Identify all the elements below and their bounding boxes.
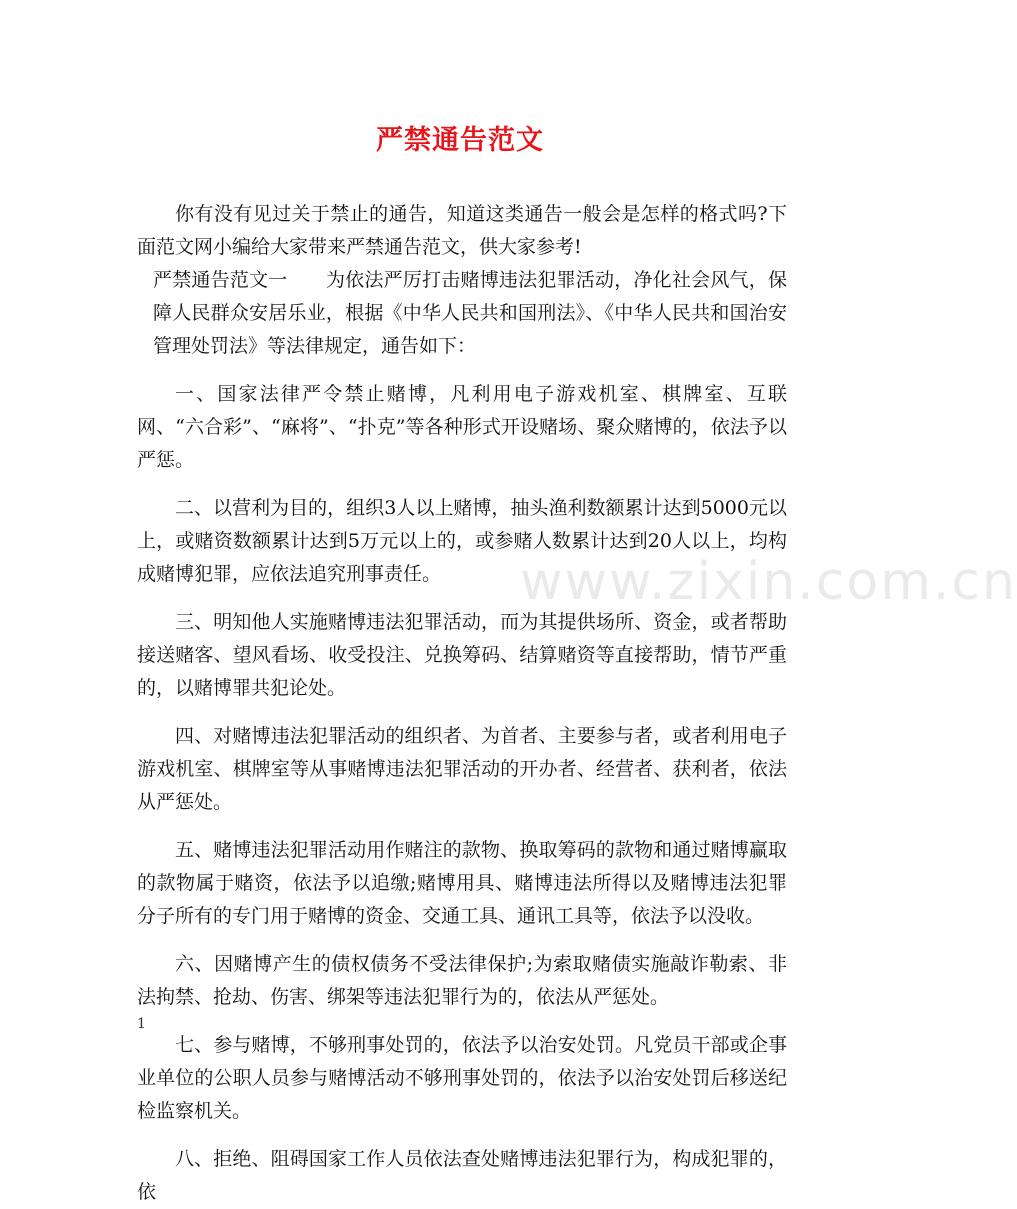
clause-paragraph-3: 三、明知他人实施赌博违法犯罪活动，而为其提供场所、资金，或者帮助接送赌客、望风看场、收受投注、兑换筹码、结算赌资等直接帮助，情节严重的，以赌博罪共犯论处。 xyxy=(137,611,787,699)
intro-paragraph: 你有没有见过关于禁止的通告，知道这类通告一般会是怎样的格式吗?下面范文网小编给大家带来严禁通告范文，供大家参考! xyxy=(137,203,787,258)
clause-paragraph-6: 六、因赌博产生的债权债务不受法律保护;为索取赌债实施敲诈勒索、非法拘禁、抢劫、伤害、绑架等违法犯罪行为的，依法从严惩处。 xyxy=(137,953,787,1008)
sample-one-paragraph: 严禁通告范文一 为依法严厉打击赌博违法犯罪活动，净化社会风气，保障人民群众安居乐业，根据《中华人民共和国刑法》、《中华人民共和国治安管理处罚法》等法律规定，通告如下： xyxy=(153,269,787,357)
clause-paragraph-8: 八、拒绝、阻碍国家工作人员依法查处赌博违法犯罪行为，构成犯罪的，依 xyxy=(137,1148,787,1203)
clause-paragraph-7: 七、参与赌博，不够刑事处罚的，依法予以治安处罚。凡党员干部或企事业单位的公职人员参与赌博活动不够刑事处罚的，依法予以治安处罚后移送纪检监察机关。 xyxy=(137,1034,787,1122)
clause-paragraph-2: 二、以营利为目的，组织3人以上赌博，抽头渔利数额累计达到5000元以上，或赌资数额累计达到5万元以上的，或参赌人数累计达到20人以上，均构成赌博犯罪，应依法追究刑事责任。 xyxy=(137,497,787,585)
document-body xyxy=(137,198,787,1209)
watermark: www.zixin.com.cn xyxy=(520,552,1017,612)
clause-paragraph-5: 五、赌博违法犯罪活动用作赌注的款物、换取筹码的款物和通过赌博赢取的款物属于赌资，依法予以追缴;赌博用具、赌博违法所得以及赌博违法犯罪分子所有的专门用于赌博的资金、交通工具、通讯工具等，依法予以没收。 xyxy=(137,839,787,927)
document-title: 严禁通告范文 xyxy=(376,125,544,156)
page-number: 1 xyxy=(137,1016,146,1032)
clause-paragraph-4: 四、对赌博违法犯罪活动的组织者、为首者、主要参与者，或者利用电子游戏机室、棋牌室等从事赌博违法犯罪活动的开办者、经营者、获利者，依法从严惩处。 xyxy=(137,725,787,813)
clause-paragraph-1: 一、国家法律严令禁止赌博，凡利用电子游戏机室、棋牌室、互联网、“六合彩”、“麻将”、“扑克”等各种形式开设赌场、聚众赌博的，依法予以严惩。 xyxy=(137,383,787,471)
